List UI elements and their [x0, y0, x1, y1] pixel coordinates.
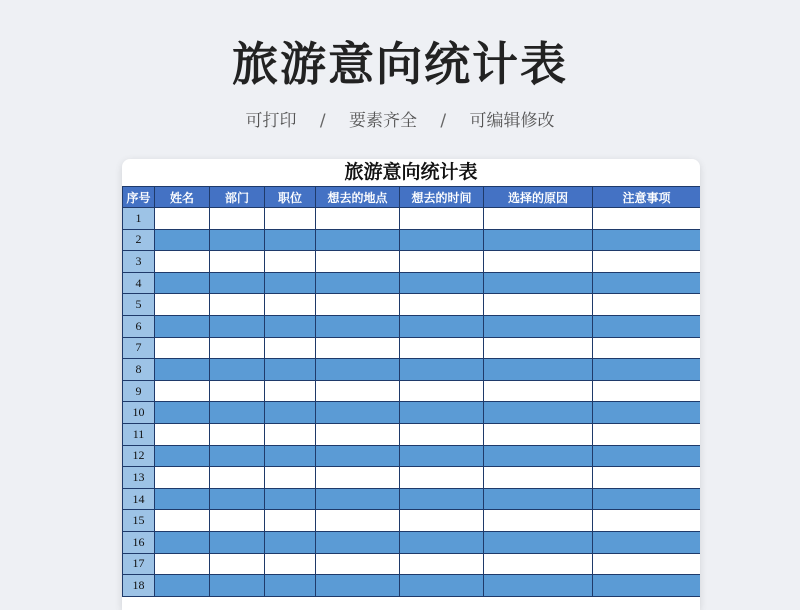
notes-cell[interactable]: [593, 423, 701, 445]
notes-cell[interactable]: [593, 251, 701, 273]
destination-cell[interactable]: [316, 510, 400, 532]
destination-cell[interactable]: [316, 380, 400, 402]
reason-cell[interactable]: [484, 229, 593, 251]
destination-cell[interactable]: [316, 208, 400, 230]
column-header-index[interactable]: 序号: [123, 187, 155, 208]
row-index-cell: 7: [123, 337, 155, 359]
department-cell[interactable]: [210, 380, 265, 402]
time-cell[interactable]: [400, 380, 484, 402]
column-header-time[interactable]: 想去的时间: [400, 187, 484, 208]
reason-cell[interactable]: [484, 402, 593, 424]
destination-cell[interactable]: [316, 488, 400, 510]
department-cell[interactable]: [210, 553, 265, 575]
row-index-cell: 16: [123, 531, 155, 553]
position-cell[interactable]: [265, 553, 316, 575]
position-cell[interactable]: [265, 531, 316, 553]
reason-cell[interactable]: [484, 423, 593, 445]
department-cell[interactable]: [210, 359, 265, 381]
department-cell[interactable]: [210, 294, 265, 316]
column-header-notes[interactable]: 注意事项: [593, 187, 701, 208]
table-row: [123, 359, 701, 381]
notes-cell[interactable]: [593, 575, 701, 597]
name-cell[interactable]: [155, 553, 210, 575]
destination-cell[interactable]: [316, 402, 400, 424]
row-index-cell: 2: [123, 229, 155, 251]
header-row: [123, 187, 701, 208]
name-cell[interactable]: [155, 229, 210, 251]
reason-cell[interactable]: [484, 510, 593, 532]
notes-cell[interactable]: [593, 359, 701, 381]
position-cell[interactable]: [265, 575, 316, 597]
destination-cell[interactable]: [316, 315, 400, 337]
table-row: [123, 315, 701, 337]
name-cell[interactable]: [155, 315, 210, 337]
department-cell[interactable]: [210, 467, 265, 489]
reason-cell[interactable]: [484, 337, 593, 359]
time-cell[interactable]: [400, 402, 484, 424]
department-cell[interactable]: [210, 423, 265, 445]
separator: /: [440, 111, 447, 131]
feature-printable: 可打印: [245, 111, 297, 131]
table-row: [123, 272, 701, 294]
destination-cell[interactable]: [316, 359, 400, 381]
time-cell[interactable]: [400, 575, 484, 597]
name-cell[interactable]: [155, 423, 210, 445]
department-cell[interactable]: [210, 445, 265, 467]
table-row: [123, 337, 701, 359]
reason-cell[interactable]: [484, 380, 593, 402]
time-cell[interactable]: [400, 294, 484, 316]
department-cell[interactable]: [210, 229, 265, 251]
survey-table: [122, 186, 700, 597]
notes-cell[interactable]: [593, 488, 701, 510]
row-index-cell: 14: [123, 488, 155, 510]
position-cell[interactable]: [265, 467, 316, 489]
row-index-cell: 1: [123, 208, 155, 230]
time-cell[interactable]: [400, 229, 484, 251]
name-cell[interactable]: [155, 208, 210, 230]
table-row: [123, 251, 701, 273]
row-index-cell: 17: [123, 553, 155, 575]
table-body: [123, 208, 701, 597]
reason-cell[interactable]: [484, 208, 593, 230]
position-cell[interactable]: [265, 337, 316, 359]
table-row: [123, 423, 701, 445]
notes-cell[interactable]: [593, 380, 701, 402]
destination-cell[interactable]: [316, 531, 400, 553]
table-row: [123, 380, 701, 402]
reason-cell[interactable]: [484, 272, 593, 294]
notes-cell[interactable]: [593, 315, 701, 337]
name-cell[interactable]: [155, 251, 210, 273]
sheet-title: 旅游意向统计表: [344, 162, 478, 183]
position-cell[interactable]: [265, 208, 316, 230]
time-cell[interactable]: [400, 445, 484, 467]
reason-cell[interactable]: [484, 294, 593, 316]
row-index-cell: 13: [123, 467, 155, 489]
time-cell[interactable]: [400, 251, 484, 273]
position-cell[interactable]: [265, 423, 316, 445]
notes-cell[interactable]: [593, 294, 701, 316]
name-cell[interactable]: [155, 445, 210, 467]
destination-cell[interactable]: [316, 251, 400, 273]
position-cell[interactable]: [265, 359, 316, 381]
name-cell[interactable]: [155, 510, 210, 532]
reason-cell[interactable]: [484, 575, 593, 597]
department-cell[interactable]: [210, 251, 265, 273]
feature-editable: 可编辑修改: [469, 111, 555, 131]
table-row: [123, 488, 701, 510]
department-cell[interactable]: [210, 402, 265, 424]
column-header-name[interactable]: 姓名: [155, 187, 210, 208]
time-cell[interactable]: [400, 531, 484, 553]
destination-cell[interactable]: [316, 294, 400, 316]
position-cell[interactable]: [265, 229, 316, 251]
name-cell[interactable]: [155, 380, 210, 402]
column-header-reason[interactable]: 选择的原因: [484, 187, 593, 208]
name-cell[interactable]: [155, 488, 210, 510]
notes-cell[interactable]: [593, 272, 701, 294]
name-cell[interactable]: [155, 575, 210, 597]
row-index-cell: 8: [123, 359, 155, 381]
page-title: 旅游意向统计表: [232, 37, 568, 91]
position-cell[interactable]: [265, 488, 316, 510]
table-row: [123, 575, 701, 597]
table-row: [123, 229, 701, 251]
time-cell[interactable]: [400, 315, 484, 337]
notes-cell[interactable]: [593, 445, 701, 467]
name-cell[interactable]: [155, 359, 210, 381]
department-cell[interactable]: [210, 315, 265, 337]
position-cell[interactable]: [265, 402, 316, 424]
position-cell[interactable]: [265, 272, 316, 294]
row-index-cell: 9: [123, 380, 155, 402]
feature-complete: 要素齐全: [349, 111, 417, 131]
notes-cell[interactable]: [593, 402, 701, 424]
name-cell[interactable]: [155, 272, 210, 294]
name-cell[interactable]: [155, 294, 210, 316]
reason-cell[interactable]: [484, 531, 593, 553]
destination-cell[interactable]: [316, 272, 400, 294]
notes-cell[interactable]: [593, 467, 701, 489]
position-cell[interactable]: [265, 445, 316, 467]
table-row: [123, 208, 701, 230]
row-index-cell: 12: [123, 445, 155, 467]
row-index-cell: 5: [123, 294, 155, 316]
department-cell[interactable]: [210, 337, 265, 359]
department-cell[interactable]: [210, 208, 265, 230]
name-cell[interactable]: [155, 531, 210, 553]
column-header-destination[interactable]: 想去的地点: [316, 187, 400, 208]
destination-cell[interactable]: [316, 229, 400, 251]
department-cell[interactable]: [210, 488, 265, 510]
name-cell[interactable]: [155, 467, 210, 489]
notes-cell[interactable]: [593, 510, 701, 532]
feature-tagline: [0, 108, 800, 134]
department-cell[interactable]: [210, 510, 265, 532]
reason-cell[interactable]: [484, 553, 593, 575]
name-cell[interactable]: [155, 402, 210, 424]
separator: /: [319, 111, 326, 131]
row-index-cell: 10: [123, 402, 155, 424]
row-index-cell: 4: [123, 272, 155, 294]
column-header-position[interactable]: 职位: [265, 187, 316, 208]
destination-cell[interactable]: [316, 553, 400, 575]
time-cell[interactable]: [400, 423, 484, 445]
reason-cell[interactable]: [484, 445, 593, 467]
position-cell[interactable]: [265, 294, 316, 316]
row-index-cell: 15: [123, 510, 155, 532]
time-cell[interactable]: [400, 337, 484, 359]
table-row: [123, 402, 701, 424]
time-cell[interactable]: [400, 272, 484, 294]
notes-cell[interactable]: [593, 553, 701, 575]
department-cell[interactable]: [210, 272, 265, 294]
table-row: [123, 467, 701, 489]
time-cell[interactable]: [400, 510, 484, 532]
name-cell[interactable]: [155, 337, 210, 359]
table-row: [123, 510, 701, 532]
department-cell[interactable]: [210, 575, 265, 597]
spreadsheet-preview: [122, 159, 700, 610]
time-cell[interactable]: [400, 208, 484, 230]
row-index-cell: 18: [123, 575, 155, 597]
position-cell[interactable]: [265, 315, 316, 337]
time-cell[interactable]: [400, 467, 484, 489]
department-cell[interactable]: [210, 531, 265, 553]
time-cell[interactable]: [400, 359, 484, 381]
table-row: [123, 445, 701, 467]
time-cell[interactable]: [400, 553, 484, 575]
time-cell[interactable]: [400, 488, 484, 510]
column-header-department[interactable]: 部门: [210, 187, 265, 208]
reason-cell[interactable]: [484, 359, 593, 381]
row-index-cell: 6: [123, 315, 155, 337]
position-cell[interactable]: [265, 510, 316, 532]
position-cell[interactable]: [265, 251, 316, 273]
notes-cell[interactable]: [593, 337, 701, 359]
reason-cell[interactable]: [484, 488, 593, 510]
destination-cell[interactable]: [316, 445, 400, 467]
position-cell[interactable]: [265, 380, 316, 402]
reason-cell[interactable]: [484, 467, 593, 489]
destination-cell[interactable]: [316, 337, 400, 359]
row-index-cell: 3: [123, 251, 155, 273]
reason-cell[interactable]: [484, 251, 593, 273]
destination-cell[interactable]: [316, 575, 400, 597]
table-row: [123, 531, 701, 553]
table-row: [123, 294, 701, 316]
table-row: [123, 553, 701, 575]
destination-cell[interactable]: [316, 467, 400, 489]
notes-cell[interactable]: [593, 208, 701, 230]
reason-cell[interactable]: [484, 315, 593, 337]
destination-cell[interactable]: [316, 423, 400, 445]
notes-cell[interactable]: [593, 229, 701, 251]
row-index-cell: 11: [123, 423, 155, 445]
notes-cell[interactable]: [593, 531, 701, 553]
